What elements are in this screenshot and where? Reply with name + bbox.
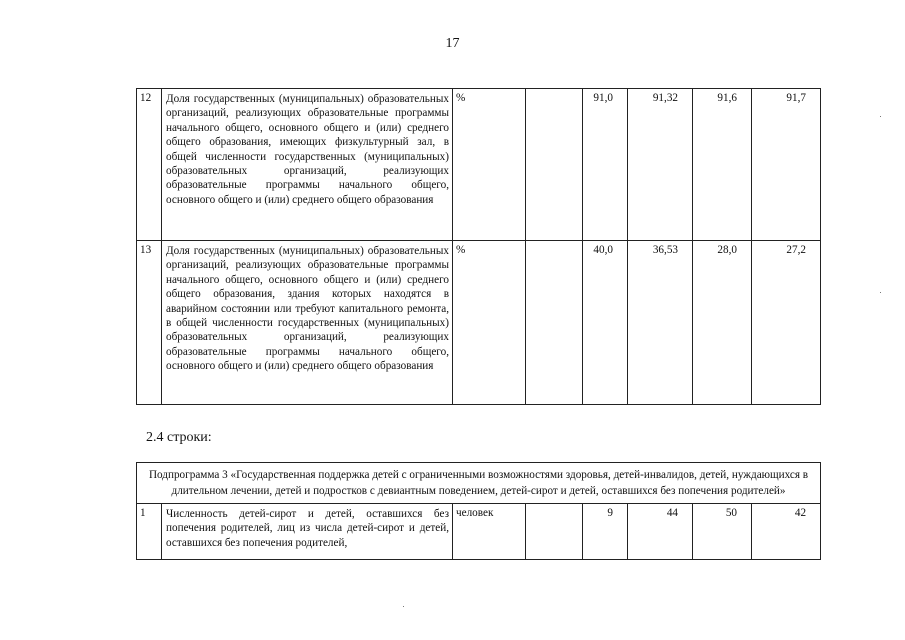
value-cell: 91,6 — [693, 89, 752, 241]
value-cell: 42 — [752, 504, 821, 560]
value-cell: 27,2 — [752, 241, 821, 405]
table-row — [137, 89, 821, 241]
value-cell: 91,32 — [628, 89, 693, 241]
value-cell: 91,7 — [752, 89, 821, 241]
indicator-description: Доля государственных (муниципальных) образовательных организаций, реализующих образовательные программы начального общего, основного общего и (или) среднего общего образования, здания которых находятся в аварийном состоянии или требуют капитального ремонта, в общей численности государственных (муниципальных) образовательных организаций, реализующих образовательные программы начального общего, основного общего и (или) среднего общего образования — [162, 241, 453, 405]
table-row — [137, 241, 821, 405]
page-number: 17 — [445, 36, 460, 51]
section-heading: 2.4 строки: — [146, 430, 212, 445]
row-number: 1 — [137, 504, 162, 560]
value-cell: 28,0 — [693, 241, 752, 405]
scan-speck — [403, 606, 404, 607]
subprogram-header-row — [137, 463, 821, 504]
scan-speck — [880, 292, 881, 293]
table-row — [137, 504, 821, 560]
row-number: 12 — [137, 89, 162, 241]
value-cell: 91,0 — [583, 89, 628, 241]
indicators-table-lower — [136, 462, 821, 560]
scan-speck — [880, 116, 881, 117]
value-cell: 50 — [693, 504, 752, 560]
value-cell: 36,53 — [628, 241, 693, 405]
indicator-description: Численность детей-сирот и детей, оставшихся без попечения родителей, лиц из числа детей-сирот и детей, оставшихся без попечения родителей, — [162, 504, 453, 560]
unit-cell: человек — [453, 504, 526, 560]
value-cell: 40,0 — [583, 241, 628, 405]
base-value-cell — [526, 241, 583, 405]
value-cell: 9 — [583, 504, 628, 560]
base-value-cell — [526, 89, 583, 241]
unit-cell: % — [453, 89, 526, 241]
indicator-description: Доля государственных (муниципальных) образовательных организаций, реализующих образовательные программы начального общего, основного общего и (или) среднего общего образования, имеющих физкультурный зал, в общей численности государственных (муниципальных) образовательных организаций, реализующих образовательные программы начального общего, основного общего и (или) среднего общего образования — [162, 89, 453, 241]
value-cell: 44 — [628, 504, 693, 560]
row-number: 13 — [137, 241, 162, 405]
indicators-table-upper — [136, 88, 821, 405]
subprogram-title: Подпрограмма 3 «Государственная поддержка детей с ограниченными возможностями здоровья, детей-инвалидов, детей, нуждающихся в длительном лечении, детей и подростков с девиантным поведением, детей-сирот и детей, оставшихся без попечения родителей» — [137, 463, 821, 504]
unit-cell: % — [453, 241, 526, 405]
base-value-cell — [526, 504, 583, 560]
